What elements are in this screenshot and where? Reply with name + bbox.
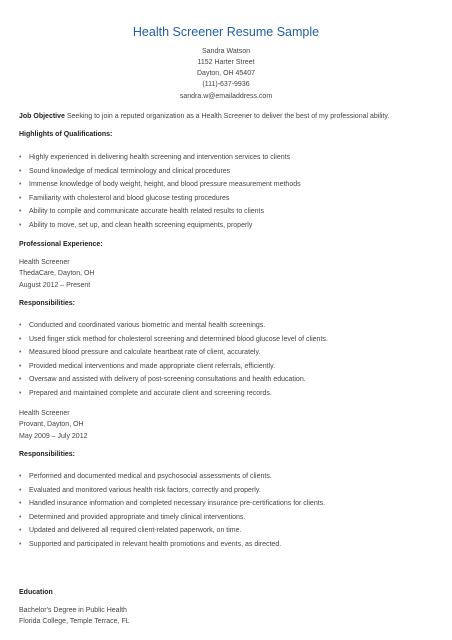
highlight-item (19, 153, 290, 162)
bullet-icon: • (19, 208, 22, 216)
highlights-heading: Highlights of Qualifications: (19, 131, 113, 138)
objective-text: Seeking to join a reputed organization as a Health Screener to deliver the best of my professional ability. (66, 113, 390, 120)
job2-responsibility-text: Evaluated and monitored various health risk factors, correctly and properly. (29, 486, 261, 494)
contact-name: Sandra Watson (202, 48, 250, 55)
education-degree: Bachelor's Degree in Public Health (19, 607, 127, 614)
job1-title: Health Screener (19, 259, 70, 266)
job1-company: ThedaCare, Dayton, OH (19, 270, 95, 277)
highlight-item (19, 194, 229, 203)
job1-responsibility-text: Provided medical interventions and made appropriate client referrals, efficiently. (29, 362, 276, 370)
job2-responsibility-item (19, 486, 261, 495)
highlight-text: Immense knowledge of body weight, height, and blood pressure measurement methods (29, 181, 301, 189)
job1-responsibility-item (19, 335, 328, 344)
job1-responsibility-text: Used finger stick method for cholesterol screening and determined blood glucose level of clients. (29, 335, 328, 343)
job2-responsibility-text: Performed and documented medical and psychosocial assessments of clients. (29, 473, 272, 480)
job2-responsibility-text: Handled insurance information and completed necessary insurance pre-certifications for clients. (29, 500, 326, 508)
job2-responsibility-item (19, 526, 241, 535)
bullet-icon: • (19, 335, 22, 343)
job1-responsibility-item (19, 375, 306, 384)
job1-responsibility-text: Oversaw and assisted with delivery of post-screening consultations and health education. (29, 376, 306, 384)
job1-responsibility-text: Conducted and coordinated various biometric and mental health screenings. (29, 322, 266, 329)
highlight-item (19, 180, 301, 189)
bullet-icon: • (19, 222, 22, 229)
bullet-icon: • (19, 500, 22, 508)
job1-responsibilities-heading: Responsibilities: (19, 300, 76, 307)
bullet-icon: • (19, 390, 22, 397)
highlight-item (19, 207, 264, 216)
contact-city: Dayton, OH 45407 (197, 70, 255, 77)
bullet-icon: • (19, 486, 22, 494)
job2-dates: May 2009 – July 2012 (19, 433, 88, 440)
job1-responsibility-item (19, 321, 265, 330)
bullet-icon: • (19, 376, 22, 384)
job2-title: Health Screener (19, 410, 70, 417)
highlight-text: Ability to move, set up, and clean health screening equipments, properly (29, 222, 253, 229)
highlight-item (19, 167, 230, 176)
job2-responsibility-text: Supported and participated in relevant health promotions and events, as directed. (29, 541, 282, 548)
job2-responsibility-text: Determined and provided appropriate and timely clinical interventions. (29, 513, 246, 521)
highlight-text: Ability to compile and communicate accurate health related results to clients (29, 208, 265, 216)
job2-responsibility-item (19, 499, 325, 508)
bullet-icon: • (19, 322, 22, 329)
contact-street: 1152 Harter Street (197, 59, 255, 66)
bullet-icon: • (19, 527, 22, 535)
bullet-icon: • (19, 362, 22, 370)
highlight-item (19, 221, 252, 230)
job1-responsibility-item (19, 389, 272, 398)
highlight-text: Sound knowledge of medical terminology and clinical procedures (29, 167, 231, 175)
experience-heading: Professional Experience: (19, 241, 103, 248)
job2-company: Provant, Dayton, OH (19, 421, 84, 428)
job2-responsibilities-heading: Responsibilities: (19, 451, 76, 458)
bullet-icon: • (19, 541, 22, 548)
job1-responsibility-item (19, 348, 260, 357)
job2-responsibility-item (19, 472, 272, 481)
bullet-icon: • (19, 194, 22, 202)
bullet-icon: • (19, 154, 22, 161)
job1-dates: August 2012 – Present (19, 282, 91, 289)
education-heading: Education (19, 589, 53, 596)
contact-phone: (111)-637-9936 (202, 81, 250, 88)
highlight-text: Highly experienced in delivering health screening and intervention services to clients (29, 154, 291, 161)
job2-responsibility-item (19, 513, 245, 522)
objective-line (19, 112, 389, 121)
resume-title: Health Screener Resume Sample (132, 25, 320, 39)
bullet-icon: • (19, 349, 22, 357)
education-school: Florida College, Temple Terrace, FL (19, 618, 130, 625)
job1-responsibility-text: Measured blood pressure and calculate heartbeat rate of client, accurately. (29, 349, 261, 357)
job2-responsibility-item (19, 540, 281, 549)
bullet-icon: • (19, 473, 22, 480)
highlight-text: Familiarity with cholesterol and blood glucose testing procedures (29, 194, 230, 202)
job1-responsibility-item (19, 362, 275, 371)
bullet-icon: • (19, 167, 22, 175)
objective-label: Job Objective (19, 113, 65, 120)
bullet-icon: • (19, 513, 22, 521)
contact-email: sandra.w@emailaddress.com (179, 93, 273, 100)
bullet-icon: • (19, 181, 22, 189)
job1-responsibility-text: Prepared and maintained complete and accurate client and screening records. (29, 390, 272, 397)
job2-responsibility-text: Updated and delivered all required client-related paperwork, on time. (29, 527, 242, 535)
